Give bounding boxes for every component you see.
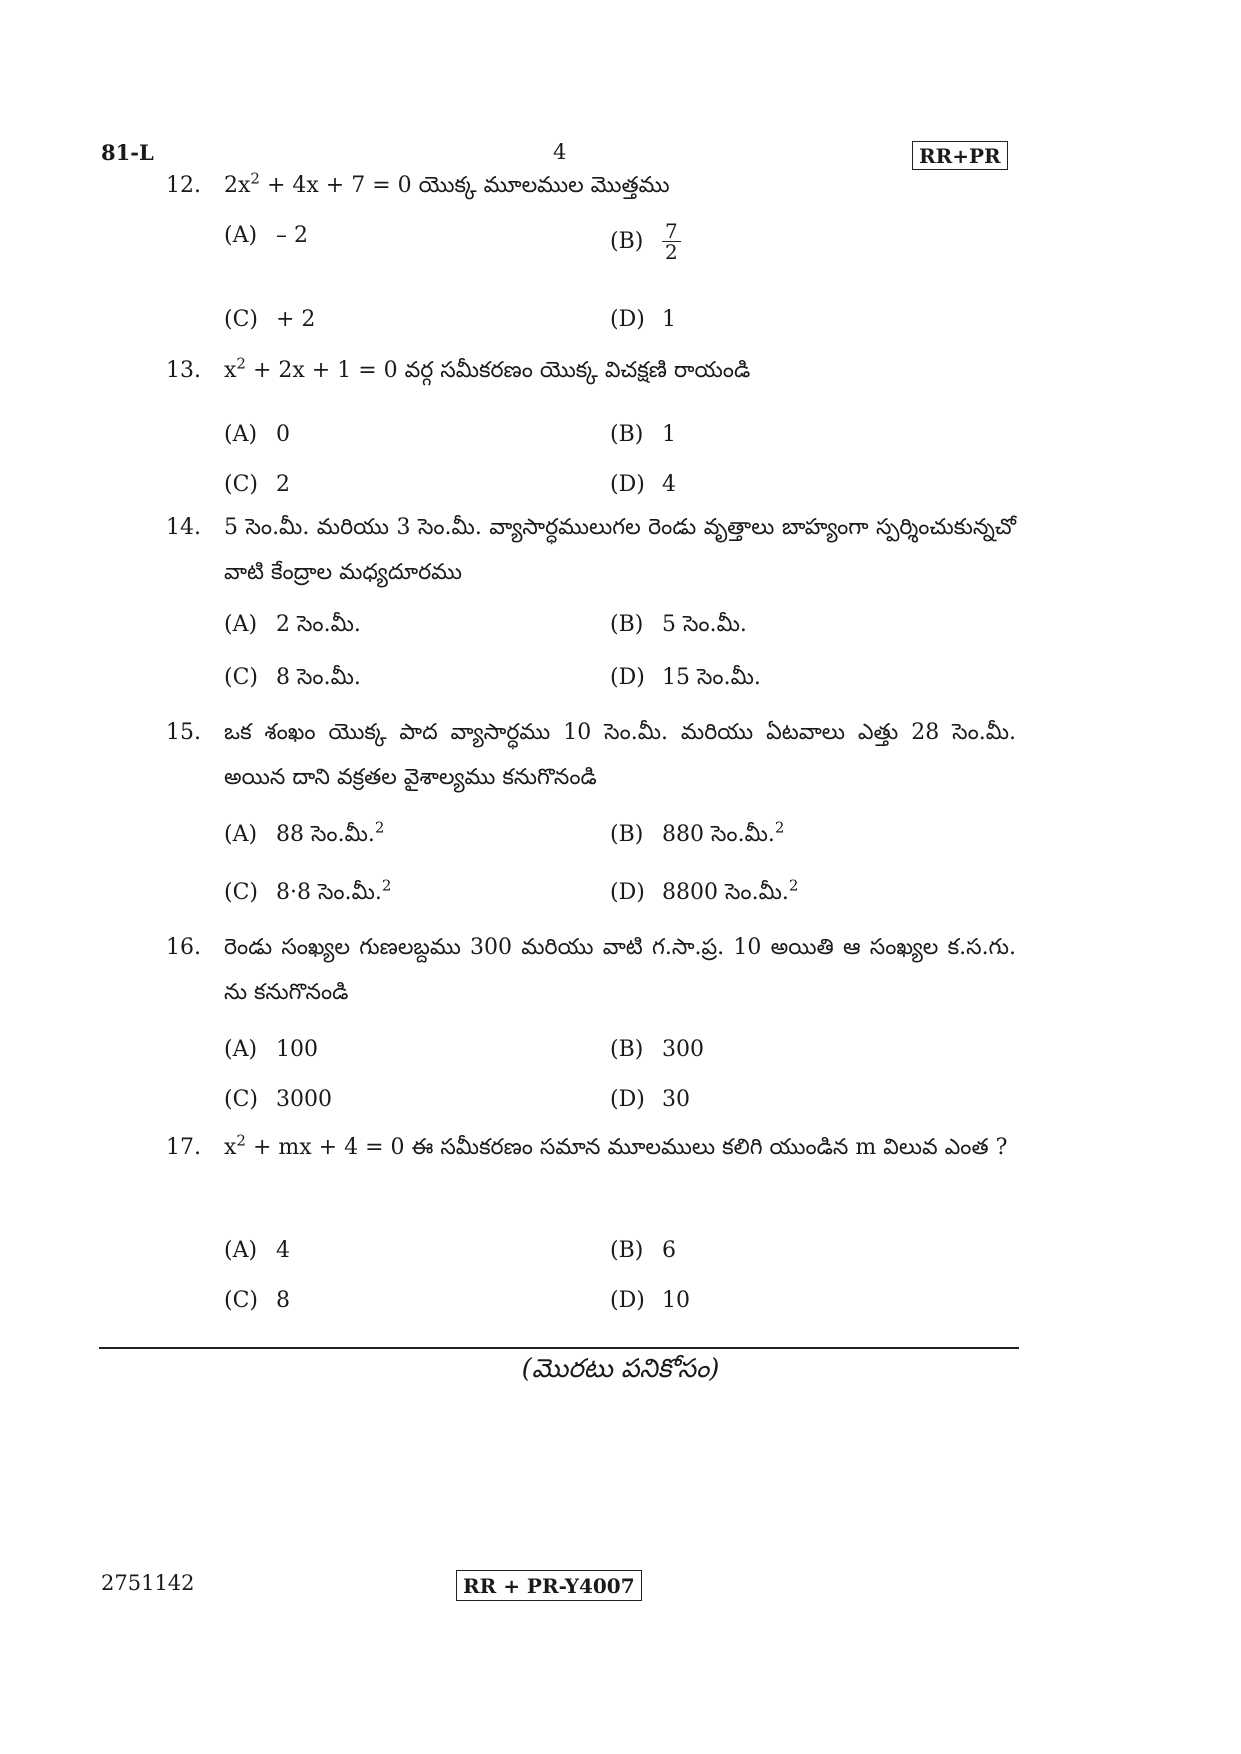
question-text: రెండు సంఖ్యల గుణలబ్దము 300 మరియు వాటి గ.సా.ప్ర. 10 అయితి ఆ సంఖ్యల క.స.గు. ను కనుగొనండి [224, 935, 1016, 1005]
option-a: (A) 2 సెం.మీ. [224, 612, 361, 637]
question-number: 16. [166, 935, 201, 960]
option-b: (B) 5 సెం.మీ. [610, 612, 747, 637]
option-b: (B) 300 [610, 1037, 704, 1062]
footer-code-badge: RR + PR-Y4007 [456, 1570, 642, 1601]
rough-work-label: (మొరటు పనికోసం) [521, 1354, 720, 1384]
option-a: (A) 0 [224, 422, 290, 447]
question-14 [166, 505, 1016, 595]
question-text: $x^2 + 2x + 1 = 0$ వర్గ సమీకరణం యొక్క విచక్షణి రాయండి [224, 354, 751, 383]
option-c: (C) 3000 [224, 1087, 332, 1112]
question-number: 12. [166, 173, 201, 198]
option-c: (C) 8 [224, 1288, 290, 1313]
option-d: (D) 1 [610, 307, 676, 332]
option-d: (D) 30 [610, 1087, 690, 1112]
option-d: (D) 15 సెం.మీ. [610, 665, 761, 690]
question-text: $2x^2 + 4x + 7 = 0$ యొక్క మూలముల మొత్తము [224, 169, 670, 198]
option-d: (D) 8800 సెం.మీ.$^2$ [610, 876, 799, 905]
option-b: (B) 1 [610, 422, 676, 447]
question-17 [166, 1125, 1016, 1170]
divider-rule [99, 1347, 1019, 1349]
option-b: (B) 880 సెం.మీ.$^2$ [610, 818, 785, 847]
question-12 [166, 163, 1016, 208]
option-c: (C) + 2 [224, 307, 316, 332]
option-c: (C) 2 [224, 472, 290, 497]
option-c: (C) 8 సెం.మీ. [224, 665, 361, 690]
question-13 [166, 348, 1016, 393]
option-b: (B) 6 [610, 1238, 676, 1263]
question-text: 5 సెం.మీ. మరియు 3 సెం.మీ. వ్యాసార్ధములుగల రెండు వృత్తాలు బాహ్యంగా స్పర్శించుకున్నచో వాటి కేంద్రాల మధ్యదూరము [224, 515, 1016, 585]
paper-code: 81-L [101, 140, 154, 165]
question-number: 13. [166, 358, 201, 383]
serial-number: 2751142 [101, 1571, 195, 1595]
page-number: 4 [553, 140, 567, 164]
option-d: (D) 4 [610, 472, 676, 497]
fraction: $\frac{7}{2}$ [662, 221, 681, 262]
question-number: 15. [166, 720, 201, 745]
question-number: 14. [166, 515, 201, 540]
option-a: (A) 4 [224, 1238, 290, 1263]
question-16 [166, 925, 1016, 1015]
series-badge: RR+PR [912, 141, 1008, 170]
question-number: 17. [166, 1135, 201, 1160]
option-b: (B) $\frac{7}{2}$ [610, 221, 681, 262]
option-c: (C) 8·8 సెం.మీ.$^2$ [224, 876, 392, 905]
question-text: $x^2$ + mx + 4 = 0 ఈ సమీకరణం సమాన మూలములు కలిగి యుండిన m విలువ ఎంత ? [224, 1131, 1008, 1160]
option-a: (A) 88 సెం.మీ.$^2$ [224, 818, 385, 847]
option-a: (A) – 2 [224, 223, 308, 248]
option-d: (D) 10 [610, 1288, 690, 1313]
question-15 [166, 710, 1016, 800]
question-text: ఒక శంఖం యొక్క పాద వ్యాసార్ధము 10 సెం.మీ. మరియు ఏటవాలు ఎత్తు 28 సెం.మీ. అయిన దాని వక్రతల వైశాల్యము కనుగొనండి [224, 720, 1016, 790]
option-a: (A) 100 [224, 1037, 318, 1062]
